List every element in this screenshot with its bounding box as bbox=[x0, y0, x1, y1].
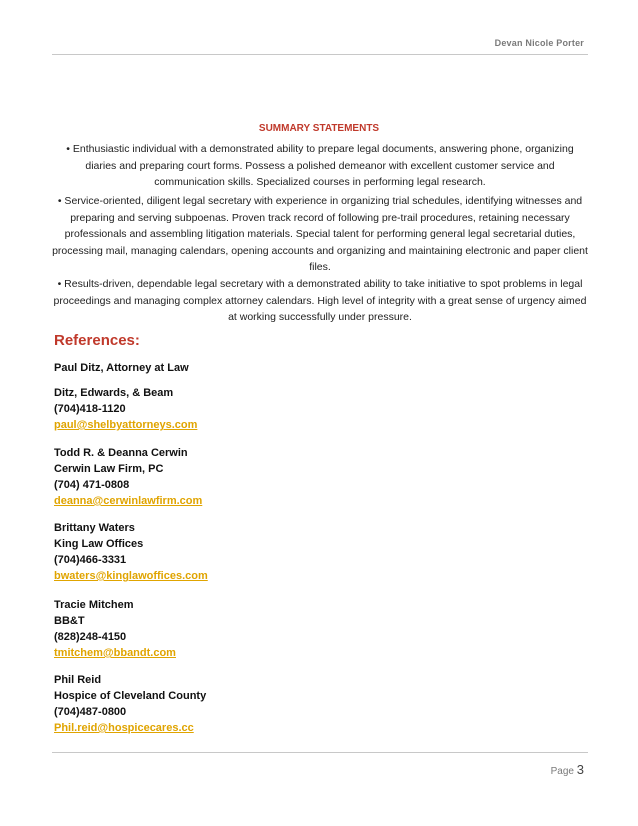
reference-email-link[interactable]: bwaters@kinglawoffices.com bbox=[54, 570, 208, 582]
page-number: 3 bbox=[576, 762, 584, 777]
reference-phone: (704)466-3331 bbox=[54, 554, 127, 566]
reference-phone: (828)248-4150 bbox=[54, 631, 127, 643]
header-divider bbox=[52, 54, 588, 55]
summary-paragraph: • Enthusiastic individual with a demonstrated ability to prepare legal documents, answering phone, organizing diaries and preparing court forms. Possess a polished demeanor with excellent customer service and communication skills. Specialized courses in performing legal research. bbox=[66, 143, 574, 189]
reference-phone: (704) 471-0808 bbox=[54, 479, 130, 491]
reference-organization: King Law Offices bbox=[54, 538, 144, 550]
header-author-name: Devan Nicole Porter bbox=[494, 38, 584, 48]
reference-email-link[interactable]: paul@shelbyattorneys.com bbox=[54, 419, 198, 431]
summary-title: SUMMARY STATEMENTS bbox=[258, 123, 380, 134]
reference-entry bbox=[54, 385, 197, 433]
page-label: Page bbox=[550, 766, 574, 777]
reference-organization: BB&T bbox=[54, 615, 85, 627]
reference-organization: Hospice of Cleveland County bbox=[54, 690, 207, 702]
reference-entry bbox=[54, 597, 176, 661]
references-heading: References: bbox=[54, 332, 140, 349]
reference-name: Brittany Waters bbox=[54, 522, 135, 534]
reference-name: Todd R. & Deanna Cerwin bbox=[54, 447, 188, 459]
reference-name: Phil Reid bbox=[54, 674, 102, 686]
reference-name: Ditz, Edwards, & Beam bbox=[54, 387, 174, 399]
reference-organization: Cerwin Law Firm, PC bbox=[54, 463, 164, 475]
summary-paragraph: • Service-oriented, diligent legal secretary with experience in organizing trial schedules, identifying witnesses and preparing and serving subpoenas. Proven track record of following pre-trail procedures, retaining necessary professionals and assembling litigation materials. Special talent for performing general legal secretarial duties, processing mail, managing calendars, opening accounts and organizing and maintaining electronic and paper client files. bbox=[52, 195, 588, 274]
reference-email-link[interactable]: Phil.reid@hospicecares.cc bbox=[54, 722, 194, 734]
reference-email-link[interactable]: tmitchem@bbandt.com bbox=[54, 647, 176, 659]
page-number-footer bbox=[551, 762, 584, 777]
reference-entry bbox=[54, 445, 202, 509]
reference-phone: (704)418-1120 bbox=[54, 403, 126, 415]
reference-entry bbox=[54, 672, 206, 736]
reference-name: Tracie Mitchem bbox=[54, 599, 134, 611]
summary-paragraph: • Results-driven, dependable legal secretary with a demonstrated ability to take initiative to spot problems in legal proceedings and managing complex attorney calendars. High level of integrity with a great sense of urgency aimed at working successfully under pressure. bbox=[53, 278, 587, 324]
reference-phone: (704)487-0800 bbox=[54, 706, 127, 718]
reference-intro-line: Paul Ditz, Attorney at Law bbox=[54, 362, 189, 374]
reference-entry bbox=[54, 520, 208, 584]
footer-divider bbox=[52, 752, 588, 753]
reference-email-link[interactable]: deanna@cerwinlawfirm.com bbox=[54, 495, 203, 507]
